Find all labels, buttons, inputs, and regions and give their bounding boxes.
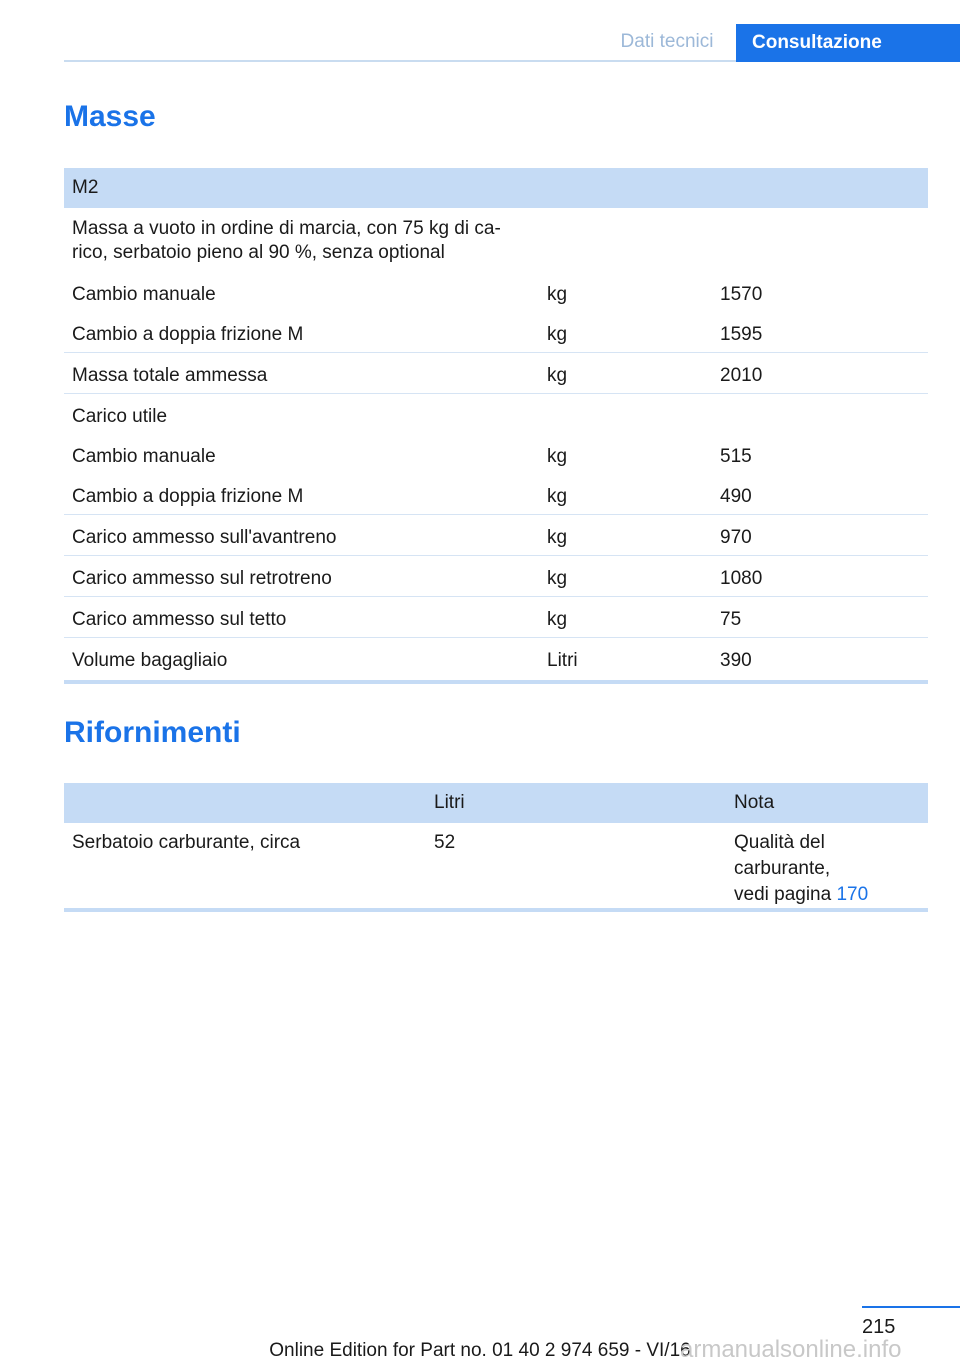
table-row (64, 208, 928, 272)
row-unit: kg (539, 312, 712, 353)
table-row (64, 556, 928, 597)
table-row (64, 638, 928, 682)
row-value: 75 (712, 597, 928, 638)
row-value: 1570 (720, 284, 763, 305)
footer-text: Online Edition for Part no. 01 40 2 974 659 - VI/16 (269, 1340, 691, 1361)
row-label: Volume bagagliaio (64, 638, 539, 682)
row-value (712, 208, 928, 272)
table-row (64, 394, 928, 435)
table-row (64, 434, 928, 474)
row-unit: kg (547, 446, 568, 467)
row-unit: kg (539, 353, 712, 394)
row-value: 52 (426, 823, 726, 910)
row-label: Cambio a doppia frizione M (64, 474, 539, 515)
row-value: 1080 (712, 556, 928, 597)
table-row (64, 823, 928, 910)
row-unit: kg (547, 284, 568, 305)
masse-title: Masse (64, 100, 156, 133)
row-label: Carico utile (72, 406, 168, 427)
table-row (64, 515, 928, 556)
row-value: 970 (712, 515, 928, 556)
note-text: vedi pagina (734, 884, 832, 905)
row-unit: Litri (539, 638, 712, 682)
row-label: Cambio a doppia frizione M (64, 312, 539, 353)
row-unit: kg (539, 515, 712, 556)
row-note (726, 823, 928, 910)
rifornimenti-table (64, 783, 928, 912)
table-row (64, 312, 928, 353)
row-unit: kg (539, 556, 712, 597)
row-value: 390 (712, 638, 928, 682)
note-text: Qualità del carburante, (734, 832, 831, 879)
row-unit (539, 394, 712, 435)
model-header: M2 (64, 168, 928, 208)
page-number: 215 (862, 1316, 896, 1338)
row-value: 490 (712, 474, 928, 515)
table-row (64, 272, 928, 312)
row-value: 1595 (712, 312, 928, 353)
row-label: Massa a vuoto in ordine di marcia, con 75 kg di ca- rico, serbatoio pieno al 90 %, senza optional (72, 218, 501, 263)
table-row (64, 353, 928, 394)
watermark: armanualsonline.info (680, 1336, 902, 1363)
active-tab[interactable]: Consultazione (736, 24, 960, 62)
rifornimenti-title: Rifornimenti (64, 716, 241, 749)
row-unit: kg (539, 597, 712, 638)
row-value (712, 394, 928, 435)
row-value: 515 (720, 446, 752, 467)
page-number-rule (862, 1306, 960, 1308)
section-tab[interactable]: Dati tecnici (620, 31, 714, 52)
page-link[interactable]: 170 (836, 884, 869, 905)
column-header (64, 783, 426, 823)
row-label: Carico ammesso sul retrotreno (64, 556, 539, 597)
masse-table (64, 168, 928, 684)
table-row (64, 474, 928, 515)
row-label: Massa totale ammessa (64, 353, 539, 394)
row-label: Cambio manuale (72, 284, 216, 305)
row-unit (539, 208, 712, 272)
row-label: Cambio manuale (72, 446, 216, 467)
row-value: 2010 (712, 353, 928, 394)
row-label: Serbatoio carburante, circa (64, 823, 426, 910)
row-label: Carico ammesso sul tetto (64, 597, 539, 638)
column-header: Nota (726, 783, 928, 823)
column-header: Litri (426, 783, 726, 823)
table-row (64, 597, 928, 638)
row-label: Carico ammesso sull'avantreno (64, 515, 539, 556)
row-unit: kg (539, 474, 712, 515)
